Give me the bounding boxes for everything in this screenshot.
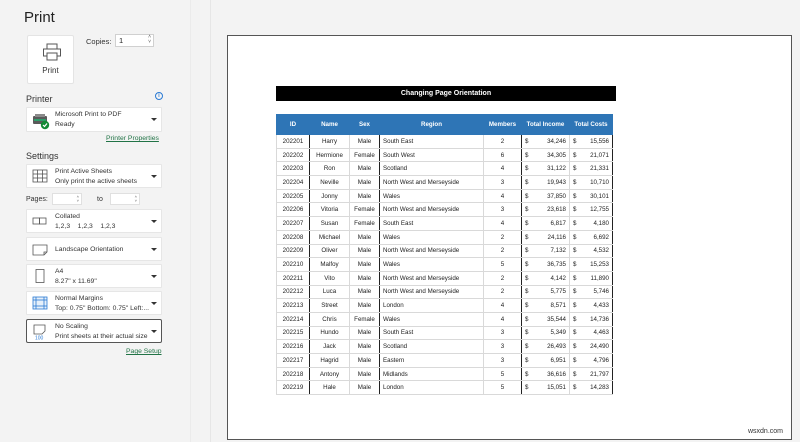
- costs-cell: 21,331: [579, 162, 613, 176]
- collation-title: Collated: [55, 213, 80, 220]
- region-cell: Midlands: [380, 367, 484, 381]
- id-cell: 202217: [277, 354, 310, 368]
- income-currency: $: [522, 135, 532, 149]
- printer-ready-icon: [32, 112, 48, 127]
- svg-text:100: 100: [35, 335, 44, 340]
- income-currency: $: [522, 299, 532, 313]
- table-row: [277, 285, 613, 299]
- sex-cell: Male: [350, 135, 380, 149]
- members-cell: 5: [484, 367, 522, 381]
- costs-cell: 15,253: [579, 258, 613, 272]
- table-row: [277, 203, 613, 217]
- printer-dropdown[interactable]: [26, 107, 162, 132]
- members-cell: 6: [484, 148, 522, 162]
- name-cell: Harry: [310, 135, 350, 149]
- income-currency: $: [522, 244, 532, 258]
- scaling-desc: Print sheets at their actual size: [55, 333, 148, 340]
- id-cell: 202213: [277, 299, 310, 313]
- income-currency: $: [522, 312, 532, 326]
- pages-from-input[interactable]: [52, 193, 82, 205]
- income-currency: $: [522, 340, 532, 354]
- spin-arrows-icon[interactable]: ˄ ˅: [148, 34, 151, 45]
- income-cell: 36,616: [532, 367, 570, 381]
- members-cell: 4: [484, 162, 522, 176]
- id-cell: 202202: [277, 148, 310, 162]
- name-cell: Susan: [310, 217, 350, 231]
- income-cell: 34,246: [532, 135, 570, 149]
- region-cell: South East: [380, 326, 484, 340]
- copies-value: 1: [119, 36, 124, 45]
- income-cell: 31,122: [532, 162, 570, 176]
- sex-cell: Female: [350, 312, 380, 326]
- costs-currency: $: [570, 189, 579, 203]
- region-cell: London: [380, 381, 484, 395]
- costs-cell: 6,692: [579, 230, 613, 244]
- printer-icon: [42, 43, 62, 66]
- margins-dropdown[interactable]: [26, 291, 162, 315]
- pages-label: Pages:: [26, 196, 48, 203]
- name-cell: Street: [310, 299, 350, 313]
- sex-cell: Male: [350, 244, 380, 258]
- id-cell: 202206: [277, 203, 310, 217]
- settings-section-label: Settings: [26, 151, 59, 161]
- members-cell: 3: [484, 326, 522, 340]
- members-cell: 2: [484, 244, 522, 258]
- name-cell: Hagrid: [310, 354, 350, 368]
- members-cell: 4: [484, 189, 522, 203]
- costs-cell: 4,532: [579, 244, 613, 258]
- region-cell: North West and Merseyside: [380, 244, 484, 258]
- sex-cell: Male: [350, 299, 380, 313]
- collation-desc: 1,2,3 1,2,3 1,2,3: [55, 223, 116, 230]
- income-cell: 24,116: [532, 230, 570, 244]
- members-cell: 4: [484, 312, 522, 326]
- income-cell: 4,142: [532, 271, 570, 285]
- region-cell: Wales: [380, 312, 484, 326]
- paper-size-title: A4: [55, 268, 64, 275]
- column-header-id: ID: [277, 115, 310, 135]
- costs-cell: 15,556: [579, 135, 613, 149]
- column-header-sex: Sex: [350, 115, 380, 135]
- page-title: Print: [24, 9, 55, 26]
- costs-currency: $: [570, 285, 579, 299]
- id-cell: 202207: [277, 217, 310, 231]
- members-cell: 2: [484, 285, 522, 299]
- income-cell: 5,775: [532, 285, 570, 299]
- table-row: [277, 162, 613, 176]
- preview-divider: [210, 0, 211, 442]
- id-cell: 202212: [277, 285, 310, 299]
- pages-to-label: to: [97, 196, 103, 203]
- table-row: [277, 367, 613, 381]
- column-header-total-income: Total Income: [522, 115, 570, 135]
- income-currency: $: [522, 381, 532, 395]
- income-cell: 26,493: [532, 340, 570, 354]
- region-cell: South East: [380, 135, 484, 149]
- income-cell: 19,943: [532, 176, 570, 190]
- name-cell: Jonny: [310, 189, 350, 203]
- copies-stepper[interactable]: [115, 34, 154, 47]
- costs-cell: 14,283: [579, 381, 613, 395]
- paper-size-dropdown[interactable]: [26, 264, 162, 288]
- region-cell: Scotland: [380, 340, 484, 354]
- print-button-label: Print: [42, 66, 59, 75]
- income-cell: 36,735: [532, 258, 570, 272]
- id-cell: 202209: [277, 244, 310, 258]
- costs-cell: 11,890: [579, 271, 613, 285]
- name-cell: Ron: [310, 162, 350, 176]
- members-cell: 3: [484, 354, 522, 368]
- income-currency: $: [522, 285, 532, 299]
- name-cell: Oliver: [310, 244, 350, 258]
- name-cell: Antony: [310, 367, 350, 381]
- watermark: wsxdn.com: [747, 428, 783, 435]
- costs-currency: $: [570, 244, 579, 258]
- region-cell: North West and Merseyside: [380, 176, 484, 190]
- id-cell: 202214: [277, 312, 310, 326]
- table-header-row: [277, 115, 613, 135]
- costs-cell: 4,463: [579, 326, 613, 340]
- print-what-desc: Only print the active sheets: [55, 178, 137, 185]
- income-currency: $: [522, 271, 532, 285]
- costs-currency: $: [570, 135, 579, 149]
- id-cell: 202218: [277, 367, 310, 381]
- region-cell: London: [380, 299, 484, 313]
- income-currency: $: [522, 162, 532, 176]
- sex-cell: Male: [350, 230, 380, 244]
- table-row: [277, 217, 613, 231]
- region-cell: North West and Merseyside: [380, 271, 484, 285]
- spin-arrows-icon[interactable]: ˄ ˅: [134, 194, 137, 203]
- members-cell: 4: [484, 217, 522, 231]
- name-cell: Neville: [310, 176, 350, 190]
- costs-cell: 21,071: [579, 148, 613, 162]
- income-currency: $: [522, 367, 532, 381]
- members-cell: 2: [484, 230, 522, 244]
- margins-icon: [32, 296, 48, 311]
- collation-dropdown[interactable]: [26, 209, 162, 233]
- name-cell: Luca: [310, 285, 350, 299]
- members-cell: 3: [484, 176, 522, 190]
- costs-cell: 10,710: [579, 176, 613, 190]
- costs-currency: $: [570, 381, 579, 395]
- table-row: [277, 176, 613, 190]
- print-what-title: Print Active Sheets: [55, 168, 113, 175]
- sex-cell: Male: [350, 381, 380, 395]
- id-cell: 202204: [277, 176, 310, 190]
- costs-currency: $: [570, 230, 579, 244]
- costs-cell: 24,490: [579, 340, 613, 354]
- region-cell: Wales: [380, 258, 484, 272]
- name-cell: Michael: [310, 230, 350, 244]
- members-cell: 3: [484, 203, 522, 217]
- id-cell: 202210: [277, 258, 310, 272]
- region-cell: Wales: [380, 189, 484, 203]
- landscape-page-icon: [32, 242, 48, 257]
- sex-cell: Male: [350, 271, 380, 285]
- income-currency: $: [522, 230, 532, 244]
- income-currency: $: [522, 354, 532, 368]
- sex-cell: Male: [350, 189, 380, 203]
- costs-currency: $: [570, 271, 579, 285]
- costs-currency: $: [570, 312, 579, 326]
- costs-cell: 21,797: [579, 367, 613, 381]
- table-row: [277, 148, 613, 162]
- chevron-down-icon: [151, 220, 157, 223]
- region-cell: South West: [380, 148, 484, 162]
- region-cell: North West and Merseyside: [380, 285, 484, 299]
- income-cell: 6,817: [532, 217, 570, 231]
- orientation-dropdown[interactable]: [26, 237, 162, 261]
- costs-currency: $: [570, 148, 579, 162]
- costs-currency: $: [570, 299, 579, 313]
- scaling-dropdown[interactable]: [26, 319, 162, 343]
- members-cell: 5: [484, 258, 522, 272]
- income-currency: $: [522, 258, 532, 272]
- income-cell: 5,349: [532, 326, 570, 340]
- costs-cell: 4,433: [579, 299, 613, 313]
- column-header-members: Members: [484, 115, 522, 135]
- table-row: [277, 312, 613, 326]
- column-header-name: Name: [310, 115, 350, 135]
- chevron-down-icon: [151, 330, 157, 333]
- column-header-total-costs: Total Costs: [570, 115, 613, 135]
- id-cell: 202201: [277, 135, 310, 149]
- spin-arrows-icon[interactable]: ˄ ˅: [76, 194, 79, 203]
- chevron-down-icon: [151, 248, 157, 251]
- sex-cell: Male: [350, 326, 380, 340]
- name-cell: Jack: [310, 340, 350, 354]
- costs-currency: $: [570, 258, 579, 272]
- income-currency: $: [522, 217, 532, 231]
- costs-cell: 12,755: [579, 203, 613, 217]
- name-cell: Hundo: [310, 326, 350, 340]
- members-cell: 3: [484, 340, 522, 354]
- sex-cell: Male: [350, 340, 380, 354]
- income-cell: 6,951: [532, 354, 570, 368]
- name-cell: Chris: [310, 312, 350, 326]
- table-row: [277, 299, 613, 313]
- name-cell: Vito: [310, 271, 350, 285]
- income-currency: $: [522, 176, 532, 190]
- id-cell: 202208: [277, 230, 310, 244]
- costs-currency: $: [570, 367, 579, 381]
- chevron-down-icon: [151, 302, 157, 305]
- region-cell: South East: [380, 217, 484, 231]
- margins-desc: Top: 0.75" Bottom: 0.75" Left:...: [55, 305, 149, 312]
- printer-status: Ready: [55, 121, 75, 128]
- sex-cell: Male: [350, 354, 380, 368]
- income-currency: $: [522, 189, 532, 203]
- scaling-icon: [32, 324, 48, 339]
- print-what-dropdown[interactable]: [26, 164, 162, 188]
- scaling-title: No Scaling: [55, 323, 88, 330]
- region-cell: Wales: [380, 230, 484, 244]
- table-row: [277, 271, 613, 285]
- name-cell: Hermione: [310, 148, 350, 162]
- costs-currency: $: [570, 217, 579, 231]
- panel-divider: [190, 0, 191, 442]
- id-cell: 202211: [277, 271, 310, 285]
- printer-section-label: Printer: [26, 94, 53, 104]
- printer-properties-link[interactable]: Printer Properties: [106, 135, 159, 142]
- costs-currency: $: [570, 162, 579, 176]
- costs-currency: $: [570, 203, 579, 217]
- table-row: [277, 340, 613, 354]
- members-cell: 2: [484, 135, 522, 149]
- printer-name: Microsoft Print to PDF: [55, 111, 122, 118]
- sheet-grid-icon: [32, 169, 48, 184]
- pages-to-input[interactable]: [110, 193, 140, 205]
- name-cell: Hale: [310, 381, 350, 395]
- income-cell: 34,305: [532, 148, 570, 162]
- costs-cell: 5,746: [579, 285, 613, 299]
- table-title-banner: Changing Page Orientation: [276, 86, 616, 101]
- column-header-region: Region: [380, 115, 484, 135]
- members-cell: 2: [484, 271, 522, 285]
- costs-cell: 14,736: [579, 312, 613, 326]
- chevron-down-icon: [151, 118, 157, 121]
- income-cell: 23,618: [532, 203, 570, 217]
- sex-cell: Female: [350, 217, 380, 231]
- table-row: [277, 230, 613, 244]
- sex-cell: Male: [350, 176, 380, 190]
- table-row: [277, 244, 613, 258]
- costs-currency: $: [570, 326, 579, 340]
- id-cell: 202216: [277, 340, 310, 354]
- sex-cell: Male: [350, 367, 380, 381]
- sex-cell: Female: [350, 148, 380, 162]
- table-row: [277, 326, 613, 340]
- members-cell: 4: [484, 299, 522, 313]
- print-settings-panel: [0, 0, 190, 442]
- income-currency: $: [522, 203, 532, 217]
- id-cell: 202215: [277, 326, 310, 340]
- table-row: [277, 135, 613, 149]
- costs-currency: $: [570, 176, 579, 190]
- info-icon[interactable]: i: [155, 92, 163, 100]
- name-cell: Vitoria: [310, 203, 350, 217]
- income-currency: $: [522, 148, 532, 162]
- costs-currency: $: [570, 354, 579, 368]
- region-cell: Scotland: [380, 162, 484, 176]
- income-cell: 8,571: [532, 299, 570, 313]
- paper-size-desc: 8.27" x 11.69": [55, 278, 97, 285]
- sex-cell: Male: [350, 162, 380, 176]
- page-setup-link[interactable]: Page Setup: [126, 348, 162, 355]
- copies-label: Copies:: [86, 37, 112, 46]
- collated-icon: [32, 214, 48, 229]
- portrait-page-icon: [32, 269, 48, 284]
- costs-cell: 30,101: [579, 189, 613, 203]
- members-cell: 5: [484, 381, 522, 395]
- income-cell: 15,051: [532, 381, 570, 395]
- costs-cell: 4,796: [579, 354, 613, 368]
- sex-cell: Female: [350, 203, 380, 217]
- income-currency: $: [522, 326, 532, 340]
- region-cell: North West and Merseyside: [380, 203, 484, 217]
- region-cell: Eastern: [380, 354, 484, 368]
- table-body: [277, 135, 613, 395]
- costs-cell: 4,180: [579, 217, 613, 231]
- preview-table: [276, 114, 613, 395]
- id-cell: 202203: [277, 162, 310, 176]
- sex-cell: Male: [350, 258, 380, 272]
- id-cell: 202205: [277, 189, 310, 203]
- id-cell: 202219: [277, 381, 310, 395]
- table-row: [277, 189, 613, 203]
- income-cell: 7,132: [532, 244, 570, 258]
- orientation-title: Landscape Orientation: [55, 246, 124, 253]
- sex-cell: Male: [350, 285, 380, 299]
- income-cell: 37,850: [532, 189, 570, 203]
- chevron-down-icon: [151, 275, 157, 278]
- margins-title: Normal Margins: [55, 295, 103, 302]
- income-cell: 35,544: [532, 312, 570, 326]
- table-row: [277, 258, 613, 272]
- name-cell: Malfoy: [310, 258, 350, 272]
- costs-currency: $: [570, 340, 579, 354]
- print-button[interactable]: [27, 35, 74, 84]
- table-row: [277, 354, 613, 368]
- table-row: [277, 381, 613, 395]
- chevron-down-icon: [151, 175, 157, 178]
- print-preview-page: [227, 35, 792, 440]
